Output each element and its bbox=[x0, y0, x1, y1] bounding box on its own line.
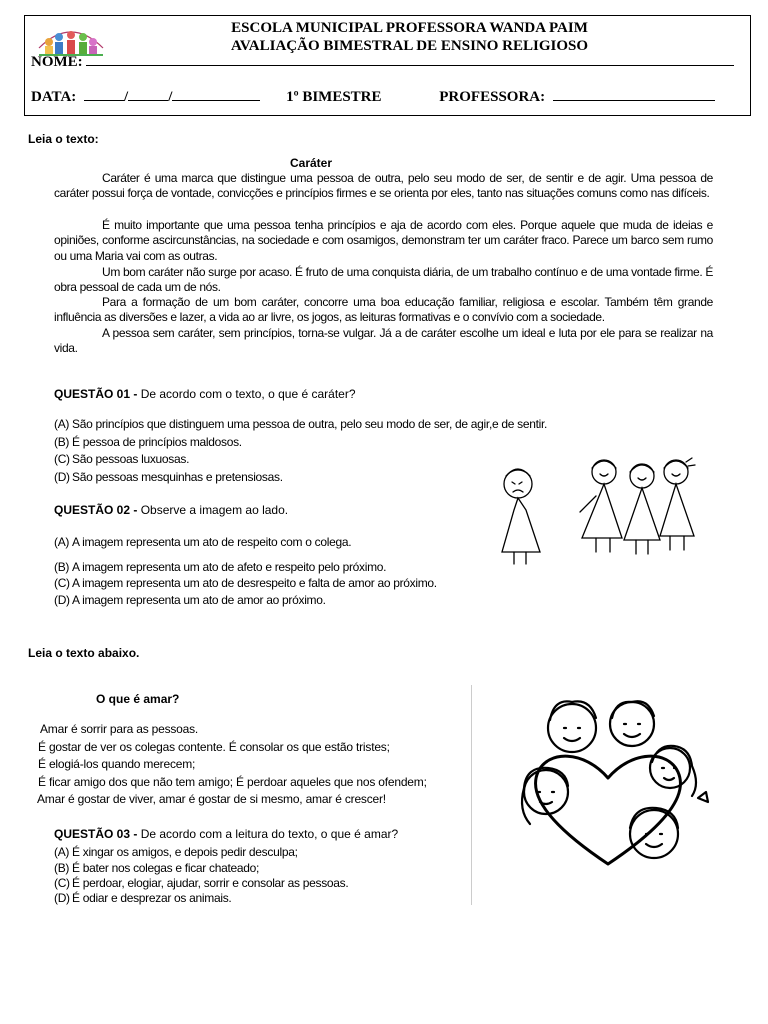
teacher-field[interactable] bbox=[553, 89, 715, 101]
poem-line-3: É elogiá-los quando merecem; bbox=[38, 757, 196, 771]
q2-option-c[interactable]: (C) A imagem representa um ato de desrespeito e falta de amor ao próximo. bbox=[54, 576, 437, 590]
exam-title: AVALIAÇÃO BIMESTRAL DE ENSINO RELIGIOSO bbox=[230, 38, 589, 54]
name-label: NOME: bbox=[31, 54, 83, 70]
poem-line-5: Amar é gostar de viver, amar é gostar de si mesmo, amar é crescer! bbox=[37, 792, 386, 806]
q2-option-a[interactable]: (A) A imagem representa um ato de respeito com o colega. bbox=[54, 535, 352, 549]
q3-label: QUESTÃO 03 - bbox=[54, 827, 138, 841]
date-day-field[interactable] bbox=[84, 89, 124, 101]
reading1-paragraph-2: É muito importante que uma pessoa tenha princípios e aja de acordo com eles. Porque aquele que muda de ideias e opiniões, conforme ascircunstâncias, na sociedade e com osamigos, demonstram ter um caráter fraco. Parece um barco sem rumo ou uma Maria vai com as outras. bbox=[54, 218, 713, 263]
poem-line-4: É ficar amigo dos que não tem amigo; É perdoar aqueles que nos ofendem; bbox=[38, 775, 427, 789]
date-row: DATA: / / 1º BIMESTRE PROFESSORA: bbox=[31, 89, 715, 105]
q3-prompt bbox=[54, 827, 398, 843]
reading1-title: Caráter bbox=[290, 156, 333, 170]
q2-option-b[interactable]: (B) A imagem representa um ato de afeto e respeito pelo próximo. bbox=[54, 560, 387, 574]
poem-line-1: Amar é sorrir para as pessoas. bbox=[40, 722, 199, 736]
column-divider bbox=[471, 685, 472, 905]
q2-prompt bbox=[54, 503, 288, 519]
reading1-instruction: Leia o texto: bbox=[28, 132, 99, 146]
reading1-paragraph-1: Caráter é uma marca que distingue uma pessoa de outra, pelo seu modo de ser, de sentir e de agir. Uma pessoa de caráter possui força de vontade, convicções e princípios firmes e se orienta por eles, tanto nas situações comuns como nas difíceis. bbox=[54, 171, 713, 201]
q1-prompt bbox=[54, 387, 356, 403]
q1-option-b[interactable]: (B) É pessoa de princípios maldosos. bbox=[54, 435, 242, 449]
q3-option-c[interactable]: (C) É perdoar, elogiar, ajudar, sorrir e consolar as pessoas. bbox=[54, 876, 349, 890]
q2-label: QUESTÃO 02 - bbox=[54, 503, 138, 517]
q3-option-d[interactable]: (D) É odiar e desprezar os animais. bbox=[54, 891, 232, 905]
name-field[interactable] bbox=[86, 54, 734, 66]
poem-line-2: É gostar de ver os colegas contente. É consolar os que estão tristes; bbox=[38, 740, 390, 754]
date-year-field[interactable] bbox=[172, 89, 260, 101]
name-row bbox=[31, 54, 734, 70]
q3-option-b[interactable]: (B) É bater nos colegas e ficar chateado; bbox=[54, 861, 260, 875]
q2-option-d[interactable]: (D) A imagem representa um ato de amor ao próximo. bbox=[54, 593, 326, 607]
teacher-label: PROFESSORA: bbox=[439, 89, 546, 105]
q1-option-c[interactable]: (C) São pessoas luxuosas. bbox=[54, 452, 190, 466]
exclusion-illustration bbox=[496, 452, 700, 568]
q3-option-a[interactable]: (A) É xingar os amigos, e depois pedir desculpa; bbox=[54, 845, 298, 859]
q1-option-d[interactable]: (D) São pessoas mesquinhas e pretensiosas. bbox=[54, 470, 283, 484]
date-month-field[interactable] bbox=[128, 89, 168, 101]
q1-option-a[interactable]: (A) São princípios que distinguem uma pessoa de outra, pelo seu modo de ser, de agir,e de sentir. bbox=[54, 417, 548, 431]
reading1-paragraph-3: Um bom caráter não surge por acaso. É fruto de uma conquista diária, de um trabalho contínuo e de uma vontade firme. É obra pessoal de cada um de nós. bbox=[54, 265, 713, 295]
bimester-label: 1º BIMESTRE bbox=[286, 89, 382, 105]
reading2-title: O que é amar? bbox=[96, 692, 180, 706]
q1-text: De acordo com o texto, o que é caráter? bbox=[140, 387, 356, 401]
header-box bbox=[24, 15, 751, 116]
q2-text: Observe a imagem ao lado. bbox=[140, 503, 289, 517]
q1-label: QUESTÃO 01 - bbox=[54, 387, 138, 401]
reading1-paragraph-4: Para a formação de um bom caráter, concorre uma boa educação familiar, religiosa e escolar. Também têm grande influência as diversões e lazer, a vida ao ar livre, os jogos, as leituras formativas e o convívio com a sociedade. bbox=[54, 295, 713, 325]
school-name: ESCOLA MUNICIPAL PROFESSORA WANDA PAIM bbox=[231, 20, 588, 36]
date-label: DATA: bbox=[31, 89, 77, 105]
q3-text: De acordo com a leitura do texto, o que é amar? bbox=[140, 827, 399, 841]
reading1-paragraph-5: A pessoa sem caráter, sem princípios, torna-se vulgar. Já a de caráter escolhe um ideal e luta por ele para se realizar na vida. bbox=[54, 326, 713, 356]
children-heart-illustration bbox=[508, 694, 714, 868]
reading2-instruction: Leia o texto abaixo. bbox=[28, 646, 140, 660]
